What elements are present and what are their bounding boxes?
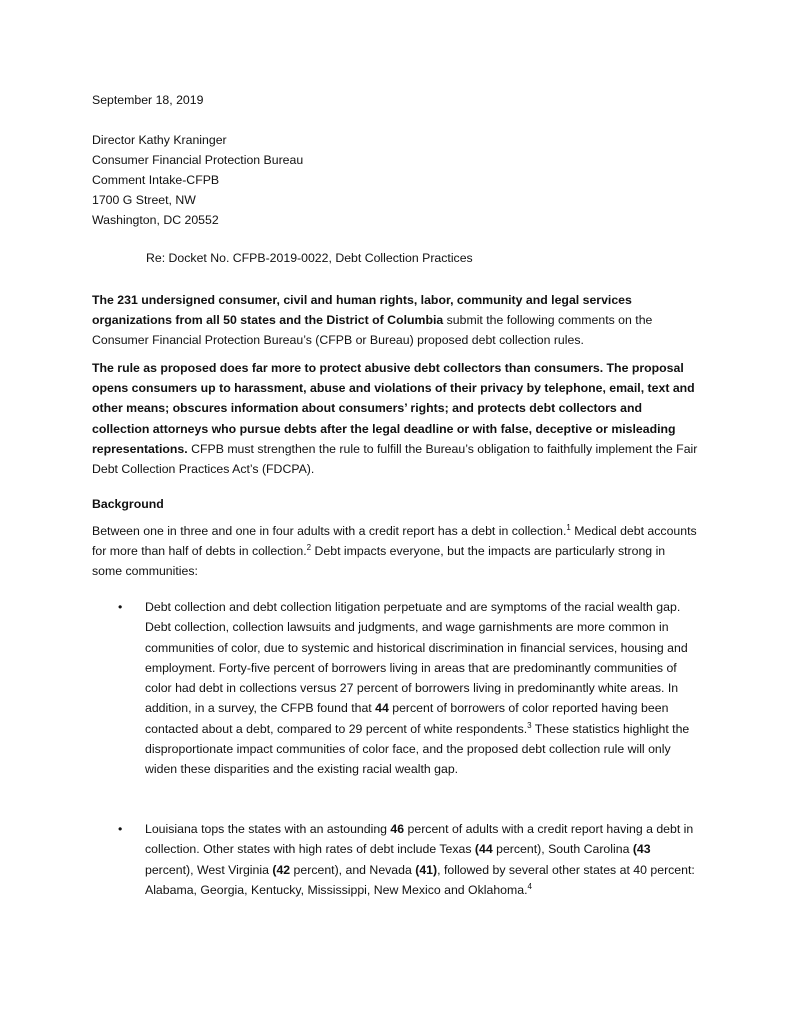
background-text: Debt impacts everyone, but the impacts are particularly strong in some communities: [92, 544, 666, 579]
background-heading: Background [92, 497, 164, 511]
bullet-icon: • [118, 600, 123, 614]
background-paragraph [92, 521, 698, 582]
summary-bold: The rule as proposed does far more to protect abusive debt collectors than consumers. The proposal opens consumers up to harassment, abuse and violations of their privacy by telephone, email, text and other means; obscures information about consumers’ rights; and protects debt collectors and collection attorneys who pursue debts after the legal deadline or with false, deceptive or misleading representations. [92, 361, 695, 456]
summary-rest: CFPB must strengthen the rule to fulfill the Bureau’s obligation to faithfully implement the Fair Debt Collection Practices Act’s (FDCPA). [92, 441, 698, 477]
intro-bold: The 231 undersigned consumer, civil and human rights, labor, community and legal services organizations from all 50 states and the District of Columbia [92, 293, 632, 328]
bullet-text: percent), and Nevada [290, 862, 416, 877]
bullet-text: These statistics highlight the disproportionate impact communities of color face, and the proposed debt collection rule will only widen these disparities and the existing racial wealth gap. [145, 721, 690, 777]
bullet-text: percent), West Virginia [145, 862, 273, 877]
bullet-list [118, 819, 698, 900]
bullet-bold: (41) [415, 862, 438, 877]
background-text: Between one in three and one in four adults with a credit report has a debt in collection. [92, 524, 567, 538]
summary-paragraph [92, 358, 698, 479]
bullet-icon: • [118, 822, 123, 836]
bullet-list [118, 597, 698, 780]
bullet-text: , followed by several other states at 40 percent: Alabama, Georgia, Kentucky, Mississippi, New Mexico and Oklahoma. [145, 862, 695, 897]
bullet-text: percent of adults with a credit report having a debt in collection. Other states with high rates of debt include Texas [145, 822, 694, 857]
intro-rest: submit the following comments on the Consumer Financial Protection Bureau’s (CFPB or Bureau) proposed debt collection rules. [92, 313, 653, 348]
address-line: Comment Intake-CFPB [92, 173, 220, 187]
letter-date: September 18, 2019 [92, 93, 204, 107]
background-text: Medical debt accounts for more than half of debts in collection. [92, 524, 697, 559]
footnote-ref[interactable]: 2 [306, 543, 312, 553]
bullet-text: Debt collection and debt collection litigation perpetuate and are symptoms of the racial wealth gap. Debt collection, collection lawsuits and judgments, and wage garnishments are more common in communities of color, due to systemic and historical discrimination in financial services, housing and employment. Forty-five percent of borrowers living in areas that are predominantly communities of color had debt in collections versus 27 percent of borrowers living in predominantly white areas. In addition, in a survey, the CFPB found that [145, 600, 688, 716]
list-item [118, 597, 698, 780]
section-heading [92, 494, 164, 514]
bullet-bold: (44 [474, 842, 493, 857]
bullet-text: percent), South Carolina [492, 842, 633, 857]
bullet-text: percent of borrowers of color reported having been contacted about a debt, compared to 29 percent of white respondents. [145, 701, 669, 736]
bullet-bold: 46 [390, 822, 405, 836]
footnote-ref[interactable]: 3 [527, 720, 532, 730]
bullet-bold: (42 [272, 862, 291, 877]
bullet-bold: 44 [375, 701, 389, 716]
address-line: 1700 G Street, NW [92, 193, 196, 207]
re-line: Re: Docket No. CFPB-2019-0022, Debt Collection Practices [146, 251, 473, 265]
address-line: Consumer Financial Protection Bureau [92, 153, 304, 167]
address-line: Washington, DC 20552 [92, 213, 219, 227]
intro-paragraph [92, 290, 698, 351]
bullet-text: Louisiana tops the states with an astounding [145, 822, 391, 836]
footnote-ref[interactable]: 4 [527, 881, 532, 891]
list-item [118, 819, 698, 900]
bullet-bold: (43 [632, 842, 651, 857]
footnote-ref[interactable]: 1 [566, 522, 571, 532]
address-line: Director Kathy Kraninger [92, 133, 227, 147]
